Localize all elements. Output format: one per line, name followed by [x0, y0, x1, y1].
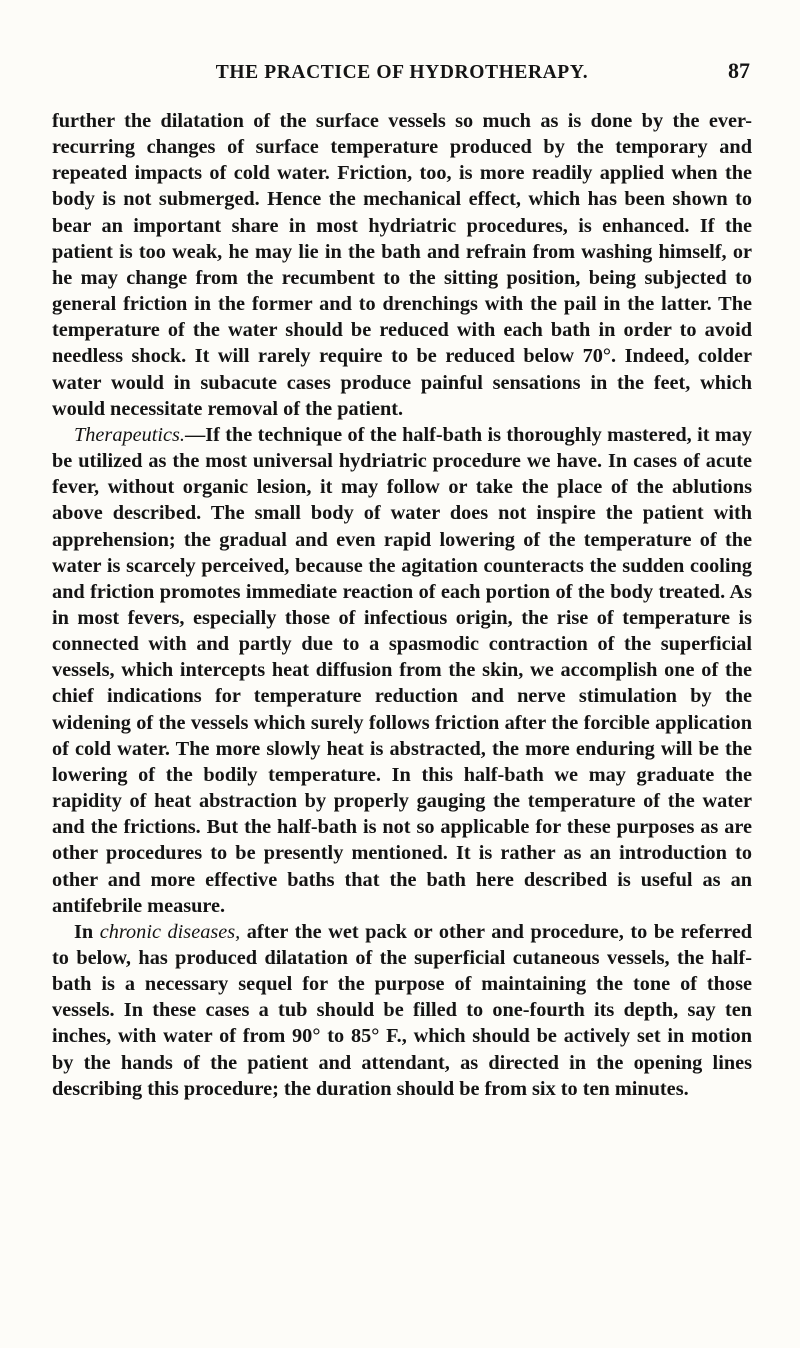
paragraph-chronic-diseases — [52, 919, 752, 1102]
paragraph-continuation — [52, 108, 752, 422]
paragraph-lead: In — [74, 920, 100, 943]
page-number: 87 — [728, 58, 750, 83]
paragraph-text: further the dilatation of the surface vessels so much as is done by the ever-recurring changes of surface temperature produced by the temporary and repeated impacts of cold water. Friction, too, is more readily applied when the body is not submerged. Hence the mechanical effect, which has been shown to bear an important share in most hydriatric procedures, is enhanced. If the patient is too weak, he may lie in the bath and refrain from washing himself, or he may change from the recumbent to the sitting position, being subjected to general friction in the former and to drenchings with the pail in the latter. The temperature of the water should be reduced with each bath in order to avoid needless shock. It will rarely require to be reduced below 70°. Indeed, colder water would in subacute cases produce painful sensations in the feet, which would necessitate removal of the patient. — [52, 110, 752, 420]
running-title: THE PRACTICE OF HYDROTHERAPY. — [215, 62, 589, 83]
book-page — [52, 58, 752, 1102]
body-text — [52, 108, 752, 1102]
section-lead-chronic-diseases: chronic diseases, — [99, 920, 241, 943]
paragraph-therapeutics — [52, 422, 752, 919]
paragraph-text: after the wet pack or other and procedure, to be referred to below, has produced dilatation of the superficial cutaneous vessels, the half-bath is a necessary sequel for the purpose of maintaining the tone of those vessels. In these cases a tub should be filled to one-fourth its depth, say ten inches, with water of from 90° to 85° F., which should be actively set in motion by the hands of the patient and attendant, as directed in the opening lines describing this procedure; the duration should be from six to ten minutes. — [52, 920, 752, 1100]
section-lead-therapeutics: Therapeutics. — [74, 423, 185, 446]
paragraph-text: —If the technique of the half-bath is thoroughly mastered, it may be utilized as the most universal hydriatric procedure we have. In cases of acute fever, without organic lesion, it may follow or take the place of the ablutions above described. The small body of water does not inspire the patient with apprehension; the gradual and even rapid lowering of the temperature of the water is scarcely perceived, because the agitation counteracts the sudden cooling and friction promotes immediate reaction of each portion of the body treated. As in most fevers, especially those of infectious origin, the rise of temperature is connected with and partly due to a spasmodic contraction of the superficial vessels, which intercepts heat diffusion from the skin, we accomplish one of the chief indications for temperature reduction and nerve stimulation by the widening of the vessels which surely follows friction after the forcible application of cold water. The more slowly heat is abstracted, the more enduring will be the lowering of the bodily temperature. In this half-bath we may graduate the rapidity of heat abstraction by properly gauging the temperature of the water and the frictions. But the half-bath is not so applicable for these purposes as are other procedures to be presently mentioned. It is rather as an introduction to other and more effective baths that the bath here described is useful as an antifebrile measure. — [52, 423, 752, 917]
running-head — [52, 58, 752, 88]
